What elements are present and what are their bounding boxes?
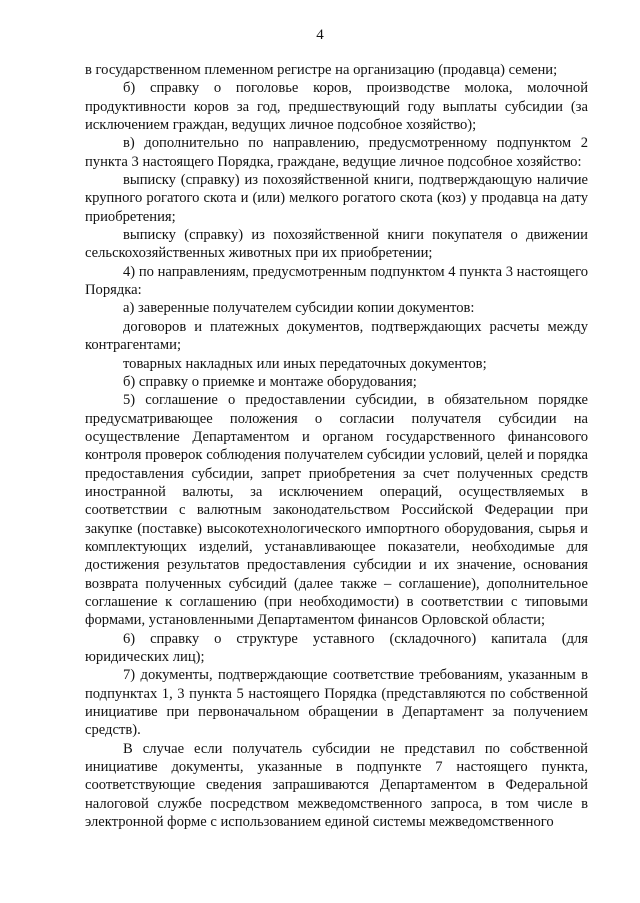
paragraph: В случае если получатель субсидии не представил по собственной инициативе документы, указанные в подпункте 7 настоящего пункта, соответствующие сведения запрашиваются Департаментом в Федеральной налоговой службе посредством межведомственного запроса, в том числе в электронной форме с использованием единой системы межведомственного	[85, 740, 588, 831]
paragraph: а) заверенные получателем субсидии копии документов:	[123, 300, 475, 317]
paragraph: выписку (справку) из похозяйственной книги покупателя о движении сельскохозяйственных животных при их приобретении;	[85, 227, 588, 262]
paragraph: 4) по направлениям, предусмотренным подпунктом 4 пункта 3 настоящего Порядка:	[85, 263, 588, 299]
paragraph: в государственном племенном регистре на организацию (продавца) семени;	[85, 62, 558, 78]
paragraph: б) справку о поголовье коров, производстве молока, молочной продуктивности коров за год, предшествующий году выплаты субсидии (за исключением граждан, ведущих личное подсобное хозяйство);	[85, 80, 588, 134]
paragraph: 7) документы, подтверждающие соответствие требованиям, указанным в подпунктах 1, 3 пункта 5 настоящего Порядка (представляются по собственной инициативе при первоначальном обращении в Департамент за получением средств).	[85, 667, 588, 739]
paragraph: в) дополнительно по направлению, предусмотренному подпунктом 2 пункта 3 настоящего Порядка, граждане, ведущие личное подсобное хозяйство:	[85, 135, 588, 170]
paragraph: выписку (справку) из похозяйственной книги, подтверждающую наличие крупного рогатого скота и (или) мелкого рогатого скота (коз) у продавца на дату приобретения;	[85, 172, 588, 225]
paragraph: договоров и платежных документов, подтверждающих расчеты между контрагентами;	[85, 318, 588, 354]
paragraph: б) справку о приемке и монтаже оборудования;	[123, 373, 417, 390]
page-number: 4	[316, 27, 324, 43]
paragraph: 5) соглашение о предоставлении субсидии, в обязательном порядке предусматривающее положения о согласии получателя субсидии на осуществление Департаментом и органом государственного финансового контроля проверок соблюдения получателем субсидии условий, целей и порядка предоставления субсидии, запрет приобретения за счет полученных средств иностранной валюты, за исключением операций, осуществляемых в соответствии с валютным законодательством Российской Федерации при закупке (поставке) высокотехнологического импортного оборудования, сырья и комплектующих изделий, устанавливающее показатели, необходимые для достижения результатов предоставления субсидии и их значение, основания возврата полученных субсидий (далее также – соглашение), дополнительное соглашение к соглашению (при необходимости) в соответствии с типовыми формами, установленными Департаментом финансов Орловской области;	[85, 392, 588, 629]
paragraph: товарных накладных или иных передаточных документов;	[123, 355, 487, 372]
document-body	[85, 61, 588, 831]
paragraph: 6) справку о структуре уставного (складочного) капитала (для юридических лиц);	[85, 630, 588, 665]
